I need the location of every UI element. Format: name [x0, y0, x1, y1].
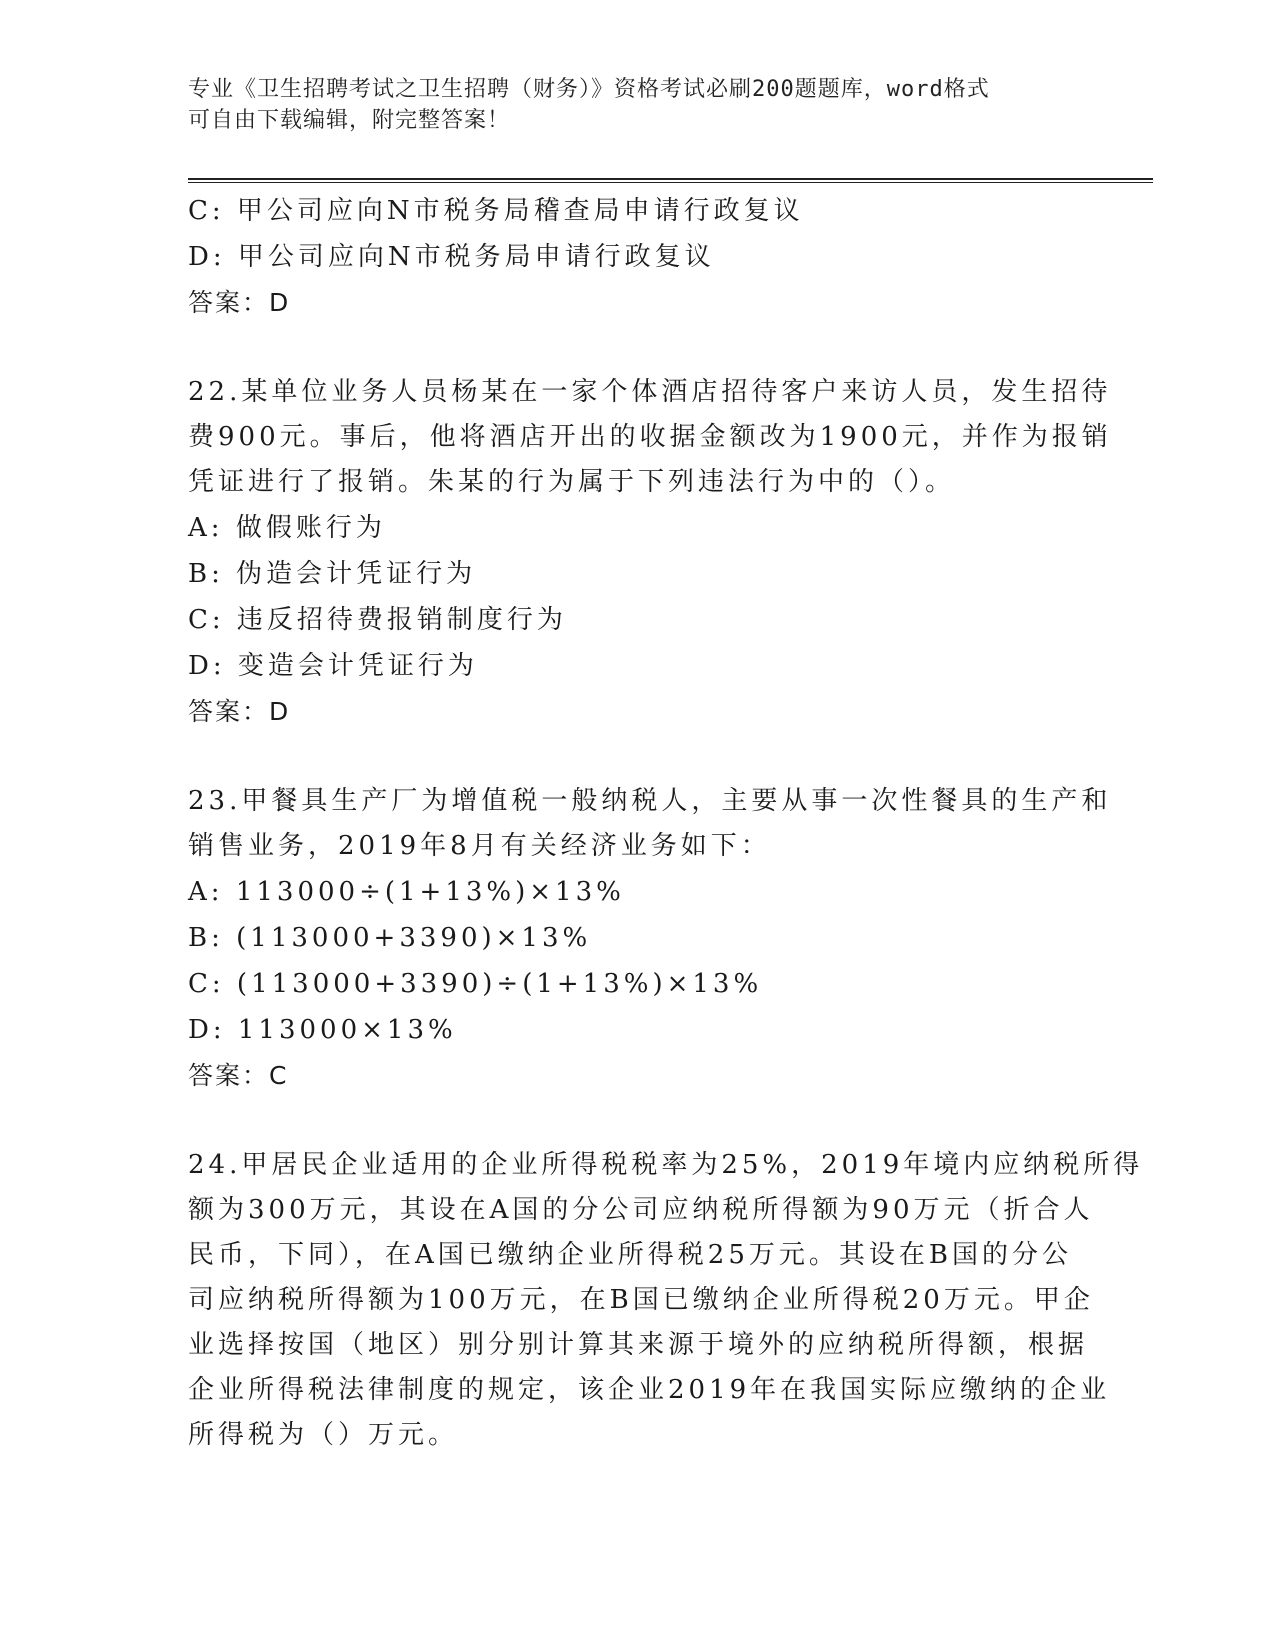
question-22 [188, 370, 1112, 735]
question-stem-line: 24.甲居民企业适用的企业所得税税率为25%，2019年境内应纳税所得 [188, 1150, 1144, 1180]
question-stem-line: 22.某单位业务人员杨某在一家个体酒店招待客户来访人员，发生招待 [188, 377, 1112, 407]
continued-question [188, 188, 1088, 326]
option-b: B: (113000+3390)×13% [188, 923, 592, 953]
question-23 [188, 779, 1112, 1099]
question-stem-line: 业选择按国（地区）别分别计算其来源于境外的应纳税所得额，根据 [188, 1330, 1089, 1360]
question-stem-line: 所得税为（）万元。 [188, 1420, 459, 1450]
document-body [188, 188, 1144, 1458]
option-c: C: (113000+3390)÷(1+13%)×13% [188, 969, 763, 999]
question-stem-line: 凭证进行了报销。朱某的行为属于下列违法行为中的（）。 [188, 467, 956, 497]
question-24 [188, 1143, 1144, 1458]
header-divider [188, 178, 1153, 180]
option-d: D: 113000×13% [188, 1015, 457, 1045]
question-stem-line: 额为300万元，其设在A国的分公司应纳税所得额为90万元（折合人 [188, 1195, 1094, 1225]
option-c: C: 违反招待费报销制度行为 [188, 605, 567, 635]
answer: 答案：D [188, 697, 291, 726]
option-b: B: 伪造会计凭证行为 [188, 559, 477, 589]
option-a: A: 113000÷(1+13%)×13% [188, 877, 625, 907]
option-d: D: 甲公司应向N市税务局申请行政复议 [188, 242, 715, 272]
option-a: A: 做假账行为 [188, 513, 386, 543]
answer: 答案：D [188, 288, 291, 317]
answer: 答案：C [188, 1061, 289, 1090]
question-stem-line: 民币，下同），在A国已缴纳企业所得税25万元。其设在B国的分公 [188, 1240, 1072, 1270]
question-stem-line: 费900元。事后，他将酒店开出的收据金额改为1900元，并作为报销 [188, 422, 1112, 452]
option-c: C: 甲公司应向N市税务局稽查局申请行政复议 [188, 196, 804, 226]
header-line-1: 专业《卫生招聘考试之卫生招聘（财务）》资格考试必刷200题题库，word格式 [188, 77, 990, 102]
header-line-2: 可自由下载编辑，附完整答案！ [188, 108, 511, 133]
option-d: D: 变造会计凭证行为 [188, 651, 478, 681]
question-stem-line: 企业所得税法律制度的规定，该企业2019年在我国实际应缴纳的企业 [188, 1375, 1111, 1405]
question-stem-line: 司应纳税所得额为100万元，在B国已缴纳企业所得税20万元。甲企 [188, 1285, 1094, 1315]
question-stem-line: 23.甲餐具生产厂为增值税一般纳税人，主要从事一次性餐具的生产和 [188, 786, 1112, 816]
header-divider-thin [188, 182, 1153, 183]
question-stem-line: 销售业务，2019年8月有关经济业务如下： [188, 831, 771, 861]
page-header [188, 74, 1088, 136]
